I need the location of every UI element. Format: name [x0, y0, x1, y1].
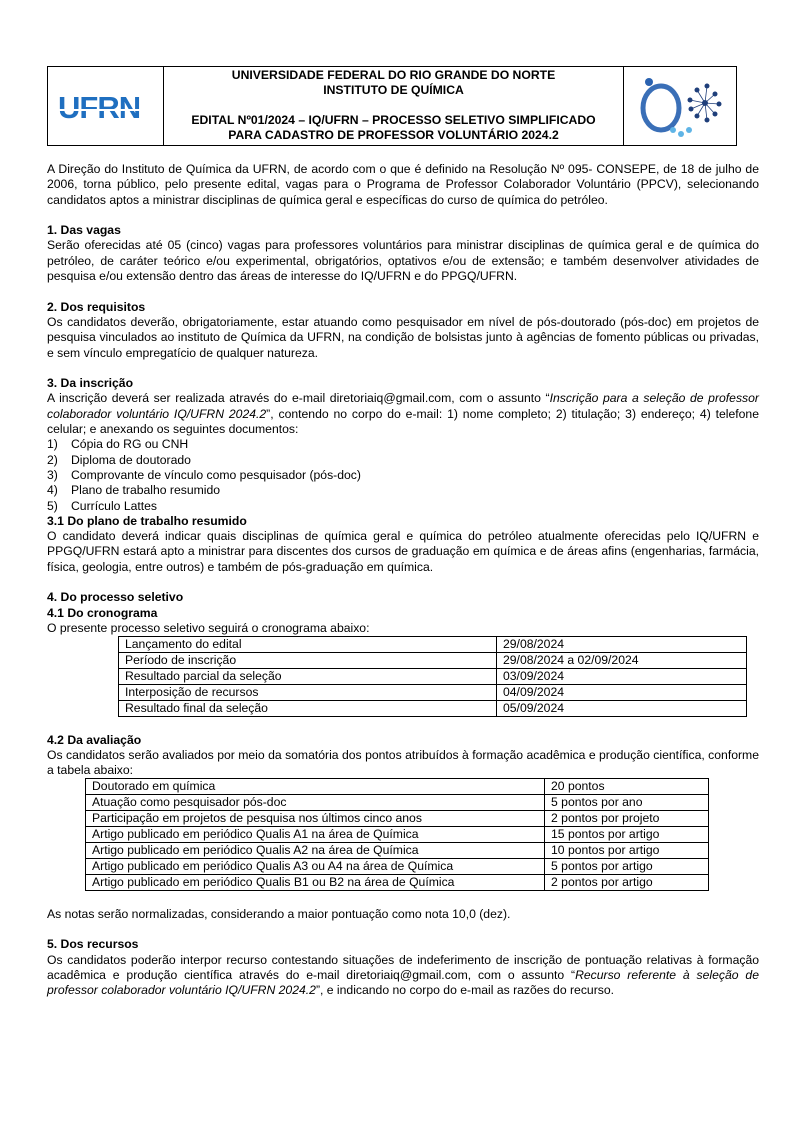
table-row: Artigo publicado em periódico Qualis A2 na área de Química 10 pontos por artigo	[86, 843, 709, 859]
table-row: Resultado parcial da seleção 03/09/2024	[119, 669, 747, 685]
section-2-title: 2. Dos requisitos	[47, 299, 146, 314]
list-item: 2) Diploma de doutorado	[47, 452, 191, 467]
table-row: Artigo publicado em periódico Qualis A3 ou A4 na área de Química 5 pontos por artigo	[86, 859, 709, 875]
section-4-1-text: O presente processo seletivo seguirá o cronograma abaixo:	[47, 620, 370, 635]
table-row: Interposição de recursos 04/09/2024	[119, 685, 747, 701]
section-3-1-title: 3.1 Do plano de trabalho resumido	[47, 513, 247, 528]
ufrn-logo-text: UFRN	[57, 90, 140, 124]
table-row: Período de inscrição 29/08/2024 a 02/09/2024	[119, 653, 747, 669]
section-5-text: Os candidatos poderão interpor recurso contestando situações de indeferimento de inscrição de pontuação relativas à formação acadêmica e produção científica através do e-mail diretoriaiq@gmail.com, com o assunto “Recurso referente à seleção de professor colaborador voluntário IQ/UFRN 2024.2”, e indicando no corpo do e-mail as razões do recurso.	[47, 952, 759, 998]
section-3-text: A inscrição deverá ser realizada através do e-mail diretoriaiq@gmail.com, com o assunto “Inscrição para a seleção de professor colaborador voluntário IQ/UFRN 2024.2”, contendo no corpo do e-mail: 1) nome completo; 2) titulação; 3) endereço; 4) telefone celular; e anexando os seguintes documentos:	[47, 391, 759, 437]
section-1-text: Serão oferecidas até 05 (cinco) vagas para professores voluntários para ministrar disciplinas de química geral e de química do petróleo, de caráter teórico e/ou experimental, obrigatórios, optativos e/ou de extensão; e também desenvolver atividades de pesquisa e/ou extensão dentro das áreas de interesse do IQ/UFRN e do PPGQ/UFRN.	[47, 238, 759, 284]
section-4-2-text: Os candidatos serão avaliados por meio da somatória dos pontos atribuídos à formação acadêmica e produção científica, conforme a tabela abaixo:	[47, 747, 759, 778]
scores-table	[85, 778, 709, 891]
list-item: 1) Cópia do RG ou CNH	[47, 437, 189, 452]
section-4-2-title: 4.2 Da avaliação	[47, 732, 142, 747]
section-5-title: 5. Dos recursos	[47, 937, 139, 952]
table-row: Atuação como pesquisador pós-doc 5 pontos por ano	[86, 795, 709, 811]
university-name: UNIVERSIDADE FEDERAL DO RIO GRANDE DO NORTE	[231, 68, 556, 82]
table-row: Resultado final da seleção 05/09/2024	[119, 701, 747, 717]
table-row: Lançamento do edital 29/08/2024	[119, 637, 747, 653]
table-row: Doutorado em química 20 pontos	[86, 779, 709, 795]
ufrn-logo	[48, 67, 164, 145]
section-4-title: 4. Do processo seletivo	[47, 590, 184, 605]
section-2-text: Os candidatos deverão, obrigatoriamente, estar atuando como pesquisador em nível de pós-doutorado (pós-doc) em projetos de pesquisa vinculados ao instituto de Química da UFRN, na condição de bolsistas junto à agências de fomento públicas ou privadas, e sem vínculo empregatício de qualquer natureza.	[47, 314, 759, 360]
section-3-title: 3. Da inscrição	[47, 376, 134, 391]
edital-title-line1: EDITAL Nº01/2024 – IQ/UFRN – PROCESSO SELETIVO SIMPLIFICADO	[191, 113, 596, 127]
section-3-1-text: O candidato deverá indicar quais disciplinas de química geral e química do petróleo atualmente oferecidas pelo IQ/UFRN e PPGQ/UFRN estará apto a ministrar para discentes dos cursos de graduação em química e de áreas afins (engenharias, farmácia, física, geologia, entre outros) e também de pós-graduação em química.	[47, 529, 759, 574]
list-item: 3) Comprovante de vínculo como pesquisador (pós-doc)	[47, 467, 361, 482]
email-subject-recurso: Recurso referente à seleção de professor colaborador voluntário IQ/UFRN 2024.2	[47, 967, 759, 998]
edital-title-line2: PARA CADASTRO DE PROFESSOR VOLUNTÁRIO 2024.2	[228, 128, 559, 142]
normalization-note: As notas serão normalizadas, considerando a maior pontuação como nota 10,0 (dez).	[47, 906, 511, 921]
iq-logo	[624, 67, 736, 145]
documents-list	[47, 437, 759, 513]
ufrn-logo-mark	[56, 88, 156, 124]
email-subject-inscricao: Inscrição para a seleção de professor colaborador voluntário IQ/UFRN 2024.2	[47, 391, 759, 421]
table-row: Artigo publicado em periódico Qualis B1 ou B2 na área de Química 2 pontos por artigo	[86, 875, 709, 891]
list-item: 4) Plano de trabalho resumido	[47, 483, 221, 498]
header-titles	[164, 67, 624, 145]
list-item: 5) Currículo Lattes	[47, 498, 158, 513]
table-row: Artigo publicado em periódico Qualis A1 na área de Química 15 pontos por artigo	[86, 827, 709, 843]
iq-molecule-logo-icon	[635, 72, 725, 140]
section-4-1-title: 4.1 Do cronograma	[47, 605, 158, 620]
section-1-title: 1. Das vagas	[47, 223, 121, 238]
intro-paragraph: A Direção do Instituto de Química da UFRN, de acordo com o que é definido na Resolução Nº 095- CONSEPE, de 18 de julho de 2006, torna público, pelo presente edital, vagas para o Programa de Professor Colaborador Voluntário (PPCV), selecionando candidatos aptos a ministrar disciplinas de química geral e específicas do curso de química do petróleo.	[47, 162, 759, 207]
document-body	[47, 162, 759, 998]
schedule-table	[118, 636, 747, 717]
document-header	[47, 66, 737, 146]
table-row: Participação em projetos de pesquisa nos últimos cinco anos 2 pontos por projeto	[86, 811, 709, 827]
institute-name: INSTITUTO DE QUÍMICA	[323, 83, 464, 97]
